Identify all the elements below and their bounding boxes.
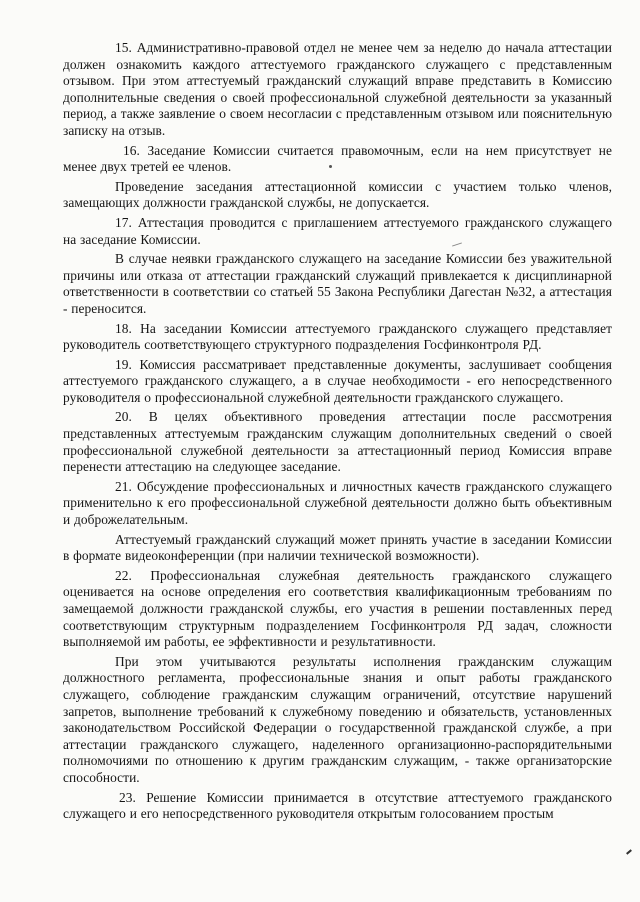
scan-speck <box>329 165 332 168</box>
paragraph-16-meeting-composition: Проведение заседания аттестационной комиссии с участием только членов, замещающих должности гражданской службы, не допускается. <box>63 178 612 211</box>
paragraph-22-considerations: При этом учитываются результаты исполнения гражданским служащим должностного регламента, профессиональные знания и опыт работы гражданского служащего, соблюдение гражданским служащим ограничений, отсутствие нарушений запретов, выполнение требований к служебному поведению и обязательств, установленных законодательством Российской Федерации о государственной гражданской службе, а при аттестации гражданского служащего, наделенного организационно-распорядительными полномочиями по отношению к другим гражданским служащим, - также организаторские способности. <box>63 653 612 785</box>
paragraph-16: 16. Заседание Комиссии считается правомочным, если на нем присутствует не менее двух третей ее членов. <box>63 142 612 175</box>
paragraph-21-videoconference: Аттестуемый гражданский служащий может принять участие в заседании Комиссии в формате видеоконференции (при наличии технической возможности). <box>63 531 612 564</box>
paragraph-19: 19. Комиссия рассматривает представленные документы, заслушивает сообщения аттестуемого гражданского служащего, а в случае необходимости - его непосредственного руководителя о профессиональной служебной деятельности гражданского служащего. <box>63 356 612 405</box>
paragraph-18: 18. На заседании Комиссии аттестуемого гражданского служащего представляет руководитель соответствующего структурного подразделения Госфинконтроля РД. <box>63 320 612 353</box>
paragraph-22: 22. Профессиональная служебная деятельность гражданского служащего оценивается на основе определения его соответствия квалификационным требованиям по замещаемой должности гражданской службы, его участия в решении поставленных перед соответствующим структурным подразделением Госфинконтроля РД задач, сложности выполняемой им работы, ее эффективности и результативности. <box>63 567 612 650</box>
paragraph-17: 17. Аттестация проводится с приглашением аттестуемого гражданского служащего на заседание Комиссии. <box>63 214 612 247</box>
paragraph-23: 23. Решение Комиссии принимается в отсутствие аттестуемого гражданского служащего и его непосредственного руководителя открытым голосованием простым <box>63 789 612 822</box>
paragraph-21: 21. Обсуждение профессиональных и личностных качеств гражданского служащего применительно к его профессиональной служебной деятельности должно быть объективным и доброжелательным. <box>63 478 612 528</box>
scan-speck <box>626 849 632 854</box>
paragraph-17-absence: В случае неявки гражданского служащего на заседание Комиссии без уважительной причины или отказа от аттестации гражданский служащий привлекается к дисциплинарной ответственности в соответствии со статьей 55 Закона Республики Дагестан №32, а аттестация - переносится. <box>63 251 612 316</box>
paragraph-15: 15. Административно-правовой отдел не менее чем за неделю до начала аттестации должен ознакомить каждого аттестуемого гражданского служащего с представленным отзывом. При этом аттестуемый гражданский служащий вправе представить в Комиссию дополнительные сведения о своей профессиональной служебной деятельности за указанный период, а также заявление о своем несогласии с представленным отзывом или пояснительную записку на отзыв. <box>63 40 612 138</box>
paragraph-20: 20. В целях объективного проведения аттестации после рассмотрения представленных аттестуемым гражданским служащим дополнительных сведений о своей профессиональной служебной деятельности за аттестационный период Комиссия вправе перенести аттестацию на следующее заседание. <box>63 409 612 475</box>
